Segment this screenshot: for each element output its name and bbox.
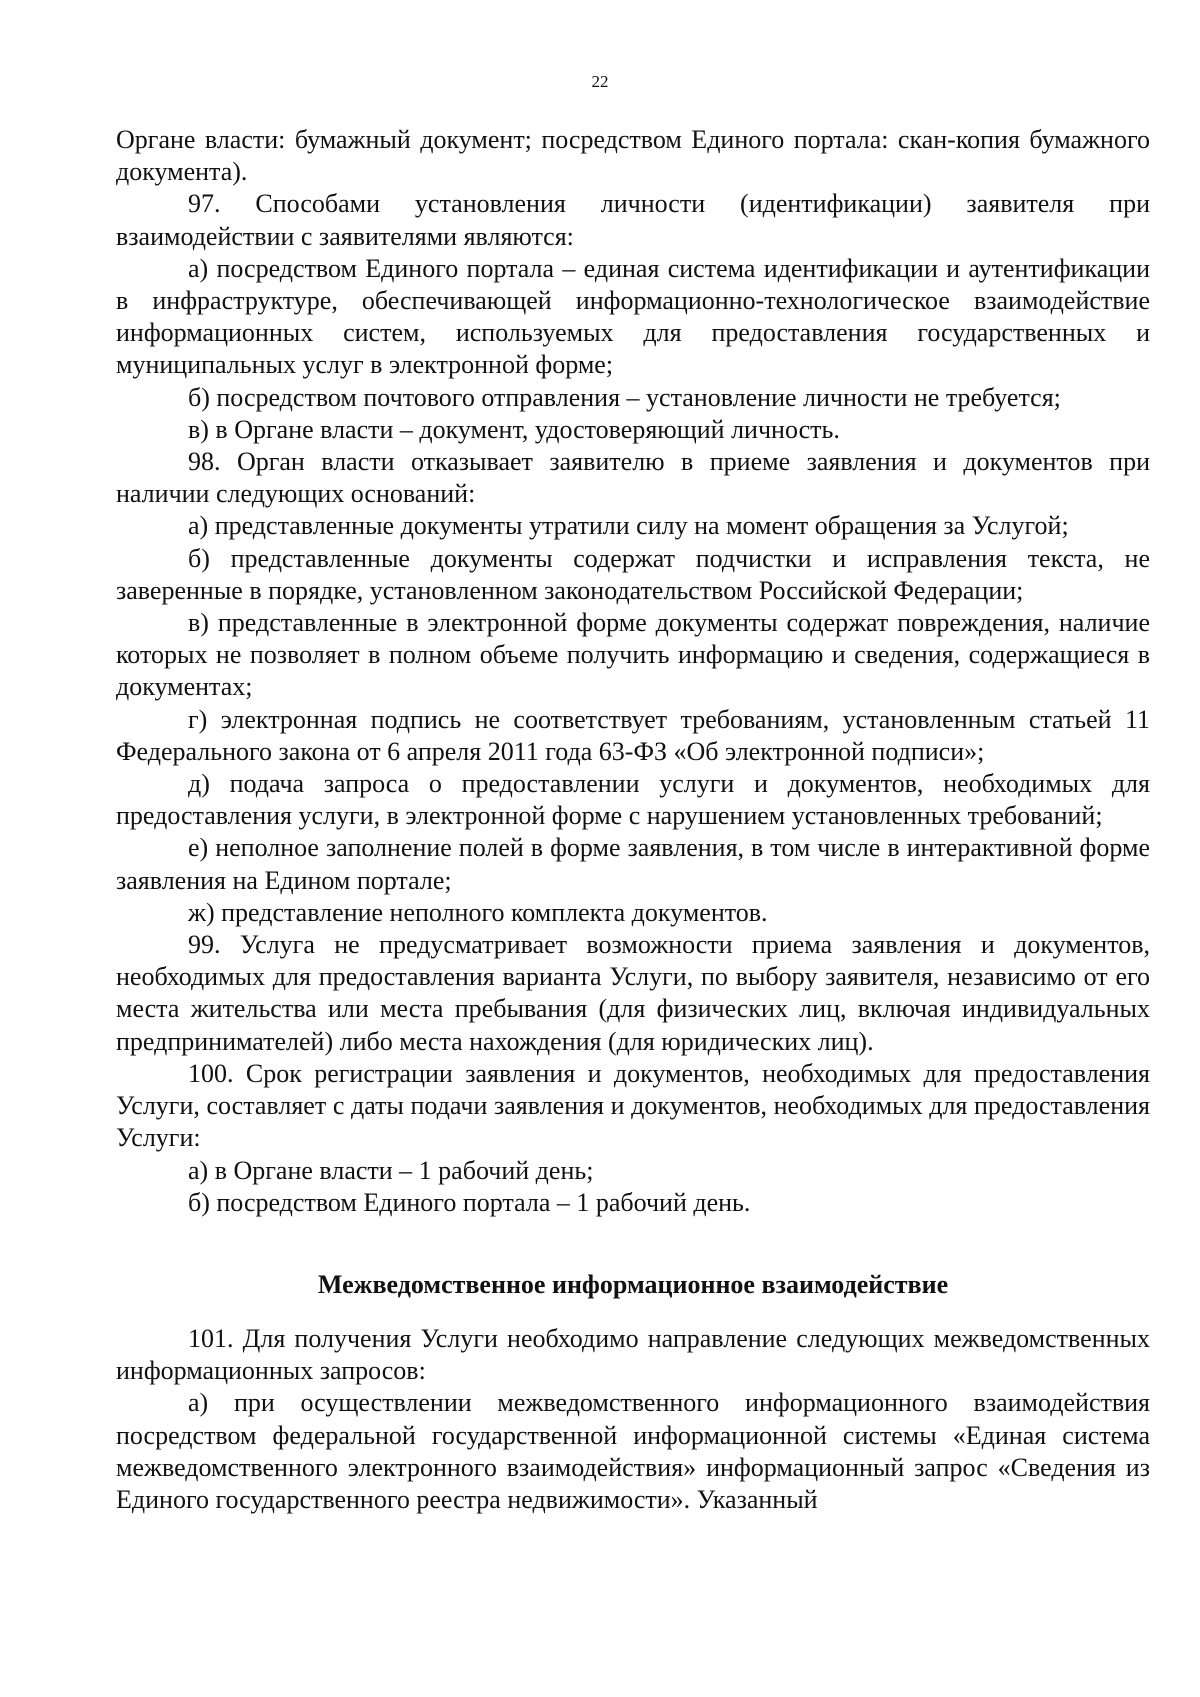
paragraph-101: 101. Для получения Услуги необходимо направление следующих межведомственных информационных запросов:: [116, 1323, 1150, 1386]
paragraph-98-zh: ж) представление неполного комплекта документов.: [188, 897, 768, 927]
paragraph-continuation: Органе власти: бумажный документ; посредством Единого портала: скан-копия бумажного документа).: [116, 125, 1150, 187]
section-heading: Межведомственное информационное взаимодействие: [317, 1269, 949, 1299]
page-number: 22: [591, 72, 609, 91]
paragraph-98-g: г) электронная подпись не соответствует требованиям, установленным статьей 11 Федерального закона от 6 апреля 2011 года 63-ФЗ «Об электронной подписи»;: [116, 704, 1150, 766]
paragraph-98-d: д) подача запроса о предоставлении услуги и документов, необходимых для предоставления услуги, в электронной форме с нарушением установленных требований;: [116, 769, 1150, 831]
paragraph-98-e: е) неполное заполнение полей в форме заявления, в том числе в интерактивной форме заявления на Едином портале;: [116, 833, 1150, 895]
paragraph-98: 98. Орган власти отказывает заявителю в приеме заявления и документов при наличии следующих оснований:: [116, 447, 1150, 509]
paragraph-98-b: б) представленные документы содержат подчистки и исправления текста, не заверенные в порядке, установленном законодательством Российской Федерации;: [116, 543, 1150, 605]
paragraph-97-b: б) посредством почтового отправления – установление личности не требуется;: [188, 382, 1061, 412]
paragraph-97: 97. Способами установления личности (идентификации) заявителя при взаимодействии с заявителями являются:: [116, 189, 1150, 251]
paragraph-100-b: б) посредством Единого портала – 1 рабочий день.: [188, 1187, 751, 1217]
paragraph-98-v: в) представленные в электронной форме документы содержат повреждения, наличие которых не позволяет в полном объеме получить информацию и сведения, содержащиеся в документах;: [116, 608, 1150, 702]
paragraph-97-a: а) посредством Единого портала – единая система идентификации и аутентификации в инфраструктуре, обеспечивающей информационно-технологическое взаимодействие информационных систем, используемых для предоставления государственных и муниципальных услуг в электронной форме;: [116, 253, 1150, 380]
paragraph-101-a: а) при осуществлении межведомственного информационного взаимодействия посредством федеральной государственной информационной системы «Единая система межведомственного электронного взаимодействия» информационный запрос «Сведения из Единого государственного реестра недвижимости». Указанный: [116, 1388, 1150, 1514]
paragraph-98-a: а) представленные документы утратили силу на момент обращения за Услугой;: [188, 511, 1069, 541]
document-body: [116, 124, 1150, 1516]
paragraph-99: 99. Услуга не предусматривает возможности приема заявления и документов, необходимых для предоставления варианта Услуги, по выбору заявителя, независимо от его места жительства или места пребывания (для физических лиц, включая индивидуальных предпринимателей) либо места нахождения (для юридических лиц).: [116, 930, 1150, 1056]
paragraph-100: 100. Срок регистрации заявления и документов, необходимых для предоставления Услуги, составляет с даты подачи заявления и документов, необходимых для предоставления Услуги:: [116, 1058, 1150, 1153]
paragraph-97-v: в) в Органе власти – документ, удостоверяющий личность.: [188, 414, 840, 444]
paragraph-100-a: а) в Органе власти – 1 рабочий день;: [188, 1155, 594, 1185]
